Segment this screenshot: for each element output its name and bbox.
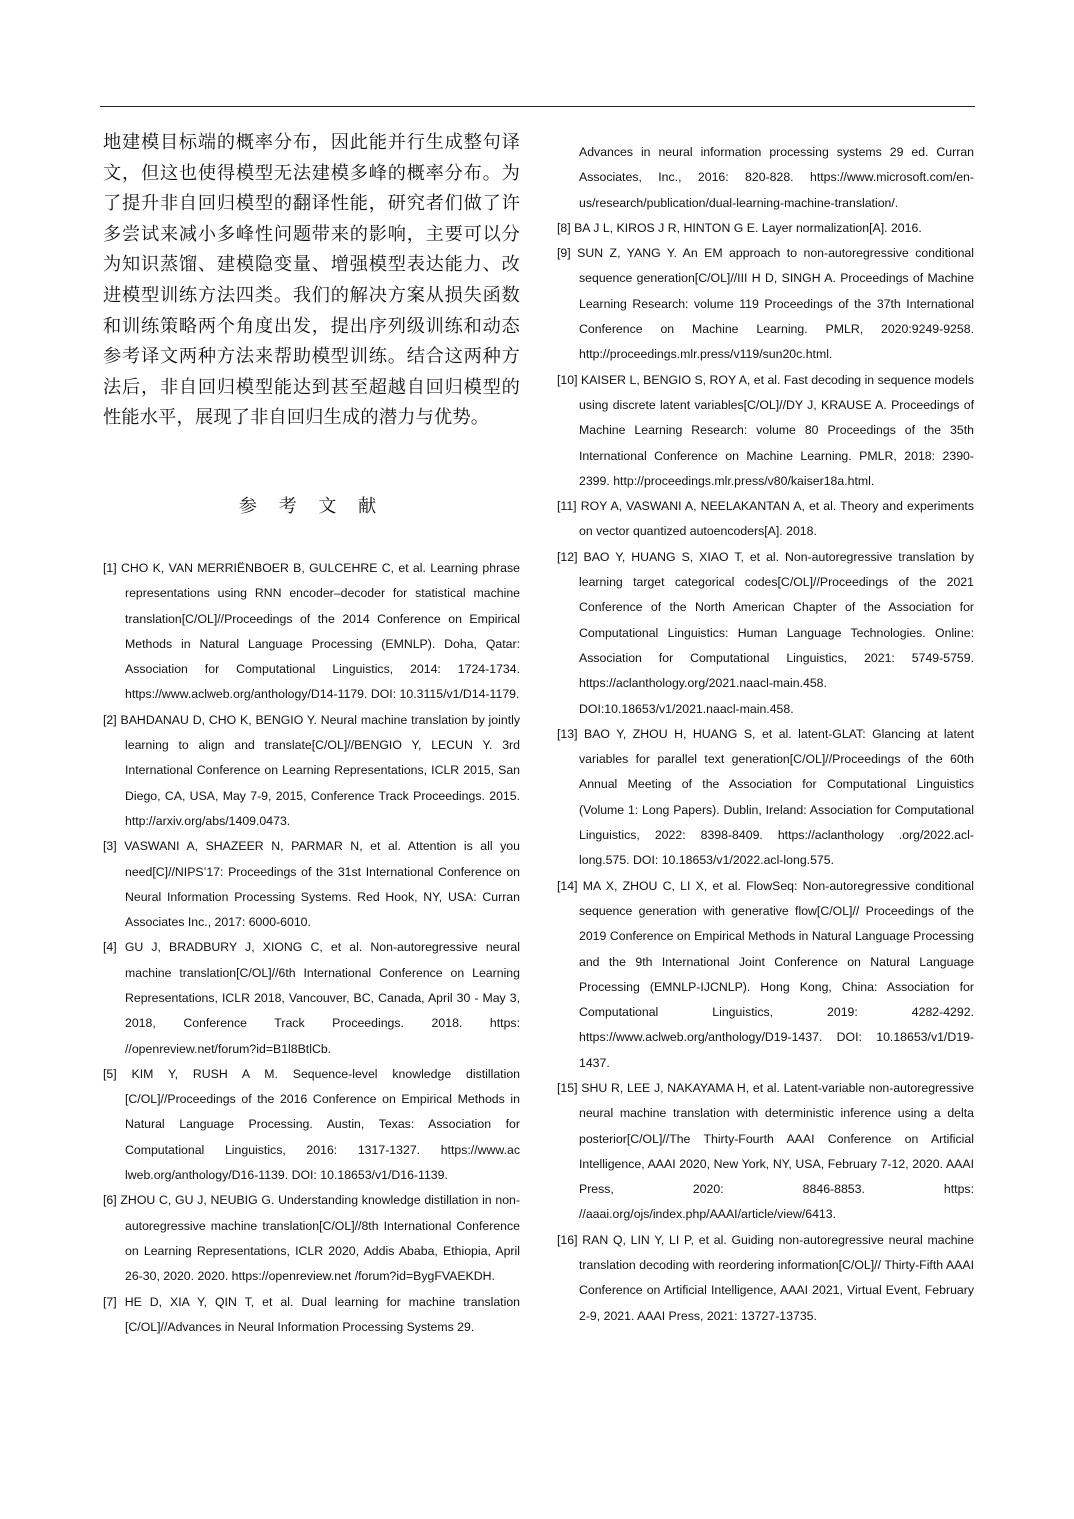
reference-item [557,140,974,216]
reference-number: [5] [103,1066,117,1081]
reference-item [557,722,974,874]
reference-number: [10] [557,372,578,387]
reference-text: HE D, XIA Y, QIN T, et al. Dual learning for machine translation [C/OL]//Advances in Neural Information Processing Systems 29. [124,1294,520,1334]
reference-number: [3] [103,839,117,854]
reference-number: [14] [557,878,578,893]
reference-item [557,874,974,1076]
reference-text: BAHDANAU D, CHO K, BENGIO Y. Neural machine translation by jointly learning to align and translate[C/OL]//BENGIO Y, LECUN Y. 3rd International Conference on Learning Representations, ICLR 2015, San Diego, CA, USA, May 7-9, 2015, Conference Track Proceedings. 2015. http://arxiv.org/abs/1409.0473. [120,712,520,828]
reference-number: [16] [557,1232,578,1247]
reference-item [557,368,974,494]
reference-text: CHO K, VAN MERRIËNBOER B, GULCEHRE C, et al. Learning phrase representations using RNN encoder–decoder for statistical machine translation[C/OL]//Proceedings of the 2014 Conference on Empirical Methods in Natural Language Processing (EMNLP). Doha, Qatar: Association for Computational Linguistics, 2014: 1724-1734. https://www.aclweb.org/anthology/D14-1179. DOI: 10.3115/v1/D14-1179. [121,560,521,702]
reference-text: SUN Z, YANG Y. An EM approach to non-autoregressive conditional sequence generation[C/OL]//III H D, SINGH A. Proceedings of Machine Learning Research: volume 119 Proceedings of the 37th International Conference on Machine Learning. PMLR, 2020:9249-9258. http://proceedings.mlr.press/v119/sun20c.html. [577,246,974,362]
reference-item [557,1076,974,1228]
reference-number: [12] [557,549,578,564]
reference-number: [7] [103,1294,117,1309]
reference-text: BAO Y, HUANG S, XIAO T, et al. Non-autoregressive translation by learning target categorical codes[C/OL]//Proceedings of the 2021 Conference of the North American Chapter of the Association for Computational Linguistics: Human Language Technologies. Online: Association for Computational Linguistics, 2021: 5749-5759. https://aclanthology.org/2021.naacl-main.458. DOI:10.18653/v1/2021.naacl-main.458. [579,549,974,716]
reference-text: BAO Y, ZHOU H, HUANG S, et al. latent-GLAT: Glancing at latent variables for parallel text generation[C/OL]//Proceedings of the 60th Annual Meeting of the Association for Computational Linguistics (Volume 1: Long Papers). Dublin, Ireland: Association for Computational Linguistics, 2022: 8398-8409. https://aclanthology .org/2022.acl-long.575. DOI: 10.18653/v1/2022.acl-long.575. [579,726,974,868]
reference-item [557,494,974,545]
reference-number: [2] [103,712,117,727]
reference-number: [15] [557,1080,578,1095]
reference-text: SHU R, LEE J, NAKAYAMA H, et al. Latent-variable non-autoregressive neural machine translation with deterministic inference using a delta posterior[C/OL]//The Thirty-Fourth AAAI Conference on Artificial Intelligence, AAAI 2020, New York, NY, USA, February 7-12, 2020. AAAI Press, 2020: 8846-8853. https: //aaai.org/ojs/index.php/AAAI/article/view/6413. [579,1080,974,1222]
reference-number: [6] [103,1193,117,1208]
reference-item [103,1290,520,1341]
reference-text: MA X, ZHOU C, LI X, et al. FlowSeq: Non-autoregressive conditional sequence generation with generative flow[C/OL]// Proceedings of the 2019 Conference on Empirical Methods in Natural Language Processing and the 9th International Joint Conference on Natural Language Processing (EMNLP-IJCNLP). Hong Kong, China: Association for Computational Linguistics, 2019: 4282-4292. https://www.aclweb.org/anthology/D19-1437. DOI: 10.18653/v1/D19-1437. [579,878,974,1070]
reference-item [103,834,520,935]
references-heading: 参 考 文 献 [238,495,385,517]
reference-number: [11] [557,499,577,514]
reference-text: GU J, BRADBURY J, XIONG C, et al. Non-autoregressive neural machine translation[C/OL]//6th International Conference on Learning Representations, ICLR 2018, Vancouver, BC, Canada, April 30 - May 3, 2018, Conference Track Proceedings. 2018. https: //openreview.net/forum?id=B1l8BtlCb. [124,940,520,1056]
reference-number: [13] [557,726,578,741]
body-paragraph: 地建模目标端的概率分布，因此能并行生成整句译文，但这也使得模型无法建模多峰的概率分布。为了提升非自回归模型的翻译性能，研究者们做了许多尝试来减小多峰性问题带来的影响，主要可以分为知识蒸馏、建模隐变量、增强模型表达能力、改进模型训练方法四类。我们的解决方案从损失函数和训练策略两个角度出发，提出序列级训练和动态参考译文两种方法来帮助模型训练。结合这两种方法后，非自回归模型能达到甚至超越自回归模型的性能水平，展现了非自回归生成的潜力与优势。 [103,132,520,429]
reference-item [103,556,520,708]
right-column [557,140,974,1329]
reference-text: ZHOU C, GU J, NEUBIG G. Understanding knowledge distillation in non-autoregressive machine translation[C/OL]//8th International Conference on Learning Representations, ICLR 2020, Addis Ababa, Ethiopia, April 26-30, 2020. 2020. https://openreview.net /forum?id=BygFVAEKDH. [120,1193,520,1284]
reference-text: Advances in neural information processing systems 29 ed. Curran Associates, Inc., 2016: 820-828. https://www.microsoft.com/en-us/research/publication/dual-learning-machine-translation/. [579,145,974,210]
reference-text: RAN Q, LIN Y, LI P, et al. Guiding non-autoregressive neural machine translation decoding with reordering information[C/OL]// Thirty-Fifth AAAI Conference on Artificial Intelligence, AAAI 2021, Virtual Event, February 2-9, 2021. AAAI Press, 2021: 13727-13735. [579,1232,974,1323]
reference-number: [1] [103,560,117,575]
reference-item [103,708,520,834]
reference-item [557,241,974,367]
reference-item [103,935,520,1061]
reference-text: ROY A, VASWANI A, NEELAKANTAN A, et al. Theory and experiments on vector quantized autoencoders[A]. 2018. [579,499,974,539]
left-column [103,128,520,1340]
right-reference-list [557,140,974,1329]
reference-item [103,1188,520,1289]
header-rule [100,106,975,107]
reference-text: VASWANI A, SHAZEER N, PARMAR N, et al. Attention is all you need[C]//NIPS’17: Proceedings of the 31st International Conference on Neural Information Processing Systems. Red Hook, NY, USA: Curran Associates Inc., 2017: 6000-6010. [124,839,520,930]
reference-item [557,216,974,241]
left-reference-list [103,556,520,1340]
reference-text: KAISER L, BENGIO S, ROY A, et al. Fast decoding in sequence models using discrete latent variables[C/OL]//DY J, KRAUSE A. Proceedings of Machine Learning Research: volume 80 Proceedings of the 35th International Conference on Machine Learning. PMLR, 2018: 2390-2399. http://proceedings.mlr.press/v80/kaiser18a.html. [579,372,974,488]
reference-item [103,1062,520,1188]
reference-number: [4] [103,940,117,955]
reference-number: [8] [557,220,571,235]
reference-text: KIM Y, RUSH A M. Sequence-level knowledge distillation [C/OL]//Proceedings of the 2016 Conference on Empirical Methods in Natural Language Processing. Austin, Texas: Association for Computational Linguistics, 2016: 1317-1327. https://www.ac lweb.org/anthology/D16-1139. DOI: 10.18653/v1/D16-1139. [125,1066,520,1183]
reference-item [557,545,974,722]
reference-item [557,1228,974,1329]
reference-number: [9] [557,246,571,261]
reference-text: BA J L, KIROS J R, HINTON G E. Layer normalization[A]. 2016. [574,220,922,235]
